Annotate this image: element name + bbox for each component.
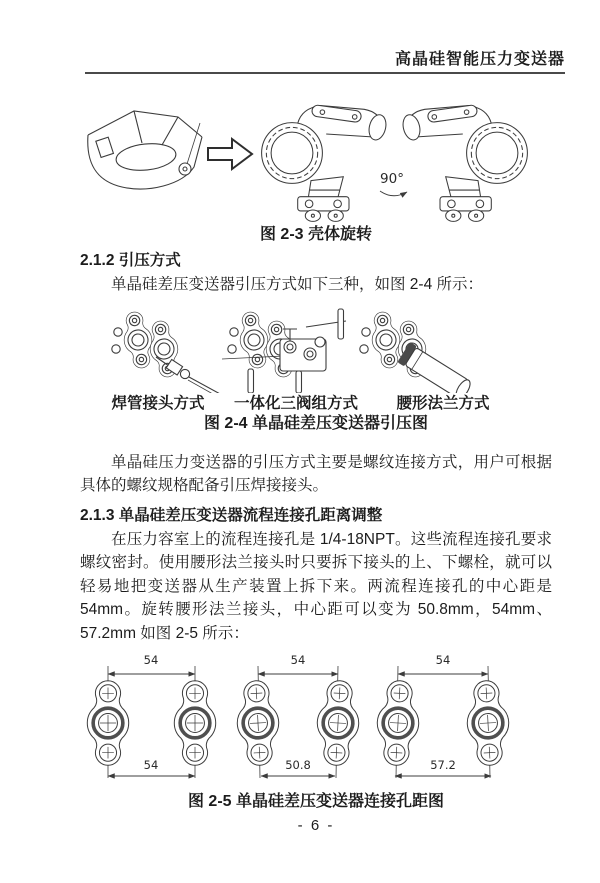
label-welded-joint: 焊管接头方式 (111, 394, 205, 412)
transmitter-front-drawing (262, 105, 389, 222)
section-2-1-2-heading: 2.1.2 引压方式 (80, 252, 181, 269)
svg-text:50.8: 50.8 (285, 758, 311, 772)
welded-joint-device-drawing (112, 309, 222, 392)
figure-2-3-housing-rotation-drawing (80, 95, 540, 223)
flange-pair-54-54 (87, 653, 215, 778)
flange-pair-54-57-2 (375, 653, 511, 778)
rotation-angle-label: 90° (380, 171, 404, 187)
header-title: 高晶硅智能压力变送器 (394, 51, 565, 68)
figure-2-4-tapping-methods-drawing (86, 301, 536, 393)
svg-text:54: 54 (435, 653, 451, 667)
svg-text:54: 54 (290, 653, 306, 667)
flange-pair-54-50-8 (235, 653, 361, 778)
header-rule (85, 72, 565, 74)
svg-text:54: 54 (143, 758, 159, 772)
section-2-1-3-heading: 2.1.3 单晶硅差压变送器流程连接孔距离调整 (80, 506, 383, 524)
content-column (80, 95, 552, 834)
svg-text:54: 54 (143, 653, 159, 667)
svg-text:57.2: 57.2 (430, 758, 456, 772)
transmitter-rotated-drawing (401, 105, 528, 222)
label-three-valve-manifold: 一体化三阀组方式 (233, 394, 358, 412)
figure-2-4-method-labels (80, 391, 552, 412)
figure-2-4-caption: 图 2-4 单晶硅差压变送器引压图 (203, 414, 429, 432)
section-2-1-2-intro: 单晶硅差压变送器引压方式如下三种，如图 2-4 所示： (111, 276, 484, 293)
figure-2-5-hole-spacing-drawing (80, 650, 550, 790)
rotation-annotation (380, 171, 407, 196)
transform-arrow-icon (208, 139, 252, 169)
housing-fragment-drawing (88, 111, 202, 189)
waist-flange-device-drawing (360, 309, 474, 392)
figure-2-3-caption: 图 2-3 壳体旋转 (259, 226, 373, 243)
section-2-1-3-body: 在压力容室上的流程连接孔是 1/4-18NPT。这些流程连接孔要求螺纹密封。使用腰形法兰接头时只要拆下接头的上、下螺栓，就可以轻易地把变送器从生产装置上拆下来。两流程连接孔的中心距是 54mm。旋转腰形法兰接头，中心距可以变为 50.8mm，54mm、57.2mm 如图 2-5 所示： (80, 530, 552, 642)
page-number: - 6 - (297, 817, 335, 834)
section-2-1-2-body: 单晶硅压力变送器的引压方式主要是螺纹连接方式，用户可根据具体的螺纹规格配备引压焊接接头。 (80, 453, 552, 494)
three-valve-manifold-device-drawing (222, 309, 346, 393)
label-waist-flange: 腰形法兰方式 (396, 394, 490, 412)
figure-2-5-caption: 图 2-5 单晶硅差压变送器连接孔距图 (187, 793, 445, 810)
